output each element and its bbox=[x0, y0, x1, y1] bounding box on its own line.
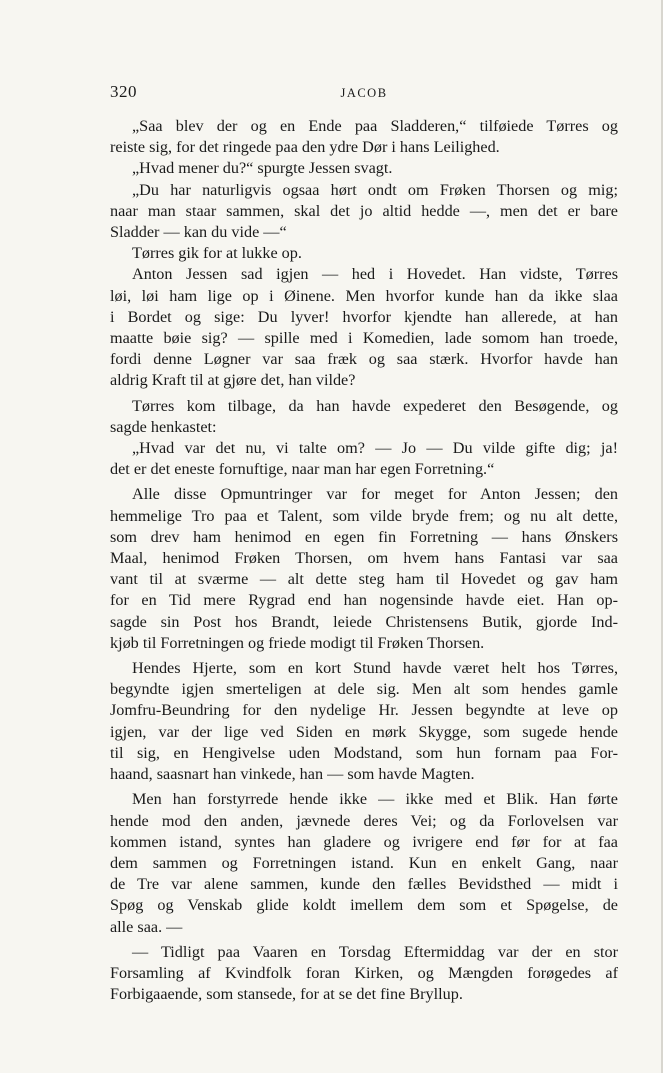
paragraph bbox=[110, 396, 618, 438]
text-line: maatte bøie sig? — spille med i Komedien, lade somom han troede, bbox=[110, 329, 618, 348]
paragraph bbox=[110, 484, 618, 654]
text-line: i Bordet og sige: Du lyver! hvorfor kjendte han allerede, at han bbox=[110, 307, 618, 326]
text-line: dem sammen og Forretningen istand. Kun en enkelt Gang, naar bbox=[110, 853, 618, 872]
text-line: Forsamling af Kvindfolk foran Kirken, og Mængden forøgedes af bbox=[110, 963, 618, 982]
text-line: Spøg og Venskab glide koldt imellem dem som et Spøgelse, de bbox=[110, 896, 618, 915]
text-line: Hendes Hjerte, som en kort Stund havde været helt hos Tørres, bbox=[132, 659, 618, 678]
text-line: fordi denne Løgner var saa fræk og saa stærk. Hvorfor havde han bbox=[110, 350, 618, 369]
text-line: Anton Jessen sad igjen — hed i Hovedet. Han vidste, Tørres bbox=[132, 265, 618, 284]
text-line: løi, løi ham lige op i Øinene. Men hvorfor kunde han da ikke slaa bbox=[110, 286, 618, 305]
paragraph bbox=[110, 942, 618, 1006]
paragraph bbox=[110, 116, 618, 158]
text-line: hemmelige Tro paa et Talent, som vilde bryde frem; og nu alt dette, bbox=[110, 506, 618, 525]
text-line: de Tre var alene sammen, kunde den fælles Bevidsthed — midt i bbox=[110, 875, 618, 894]
text-line: Forbigaaende, som stansede, for at se det fine Bryllup. bbox=[110, 985, 463, 1004]
text-line: alle saa. — bbox=[110, 917, 183, 936]
text-line: begyndte igjen smerteligen at dele sig. Men alt som hendes gamle bbox=[110, 680, 618, 699]
text-line: Alle disse Opmuntringer var for meget for Anton Jessen; den bbox=[132, 485, 618, 504]
page-header bbox=[110, 82, 618, 106]
running-title: JACOB bbox=[340, 86, 388, 100]
text-line: til sig, en Hengivelse uden Modstand, som hun fornam paa For- bbox=[110, 743, 618, 762]
text-line: sagde henkastet: bbox=[110, 417, 217, 436]
text-line: sagde sin Post hos Brandt, leiede Christensens Butik, gjorde Ind- bbox=[110, 612, 618, 631]
text-line: igjen, var der lige ved Siden en mørk Skygge, som sugede hende bbox=[110, 722, 618, 741]
text-line: for en Tid mere Rygrad end han nogensinde havde eiet. Han op- bbox=[110, 591, 618, 610]
text-line: kjøb til Forretningen og friede modigt til Frøken Thorsen. bbox=[110, 633, 485, 652]
text-line: „Saa blev der og en Ende paa Sladderen,“ tilføiede Tørres og bbox=[132, 117, 618, 135]
text-line: det er det eneste fornuftige, naar man har egen Forretning.“ bbox=[110, 460, 495, 479]
text-line: — Tidligt paa Vaaren en Torsdag Eftermiddag var der en stor bbox=[132, 942, 618, 961]
text-line: Maal, henimod Frøken Thorsen, om hvem hans Fantasi var saa bbox=[110, 549, 618, 568]
paragraph bbox=[110, 180, 618, 244]
paragraph bbox=[110, 438, 618, 480]
text-line: „Hvad var det nu, vi talte om? — Jo — Du vilde gifte dig; ja! bbox=[132, 439, 618, 458]
paragraph bbox=[110, 658, 618, 785]
text-line: Tørres kom tilbage, da han havde expederet den Besøgende, og bbox=[132, 396, 618, 415]
text-line: kommen istand, syntes han gladere og ivrigere end før for at faa bbox=[110, 832, 618, 851]
paragraph bbox=[110, 243, 618, 264]
text-line: vant til at sværme — alt dette steg ham til Hovedet og gav ham bbox=[110, 570, 618, 589]
text-line: Jomfru-Beundring for den nydelige Hr. Jessen begyndte at leve op bbox=[110, 701, 618, 720]
text-line: reiste sig, for det ringede paa den ydre Dør i hans Leilighed. bbox=[110, 138, 500, 157]
page-number: 320 bbox=[110, 82, 137, 101]
text-line: naar man staar sammen, skal det jo altid hedde —, men det er bare bbox=[110, 201, 618, 220]
paragraph bbox=[110, 789, 618, 937]
text-line: Men han forstyrrede hende ikke — ikke med et Blik. Han førte bbox=[132, 790, 618, 809]
text-line: hende mod den anden, jævnede deres Vei; og da Forlovelsen var bbox=[110, 811, 618, 830]
text-line: Tørres gik for at lukke op. bbox=[132, 244, 302, 263]
text-line: haand, saasnart han vinkede, han — som havde Magten. bbox=[110, 765, 475, 784]
text-line: Sladder — kan du vide —“ bbox=[110, 223, 287, 242]
text-line: „Hvad mener du?“ spurgte Jessen svagt. bbox=[132, 159, 393, 178]
paragraph bbox=[110, 158, 618, 179]
text-line: aldrig Kraft til at gjøre det, han vilde? bbox=[110, 371, 356, 390]
paragraph bbox=[110, 264, 618, 391]
text-line: „Du har naturligvis ogsaa hørt ondt om Frøken Thorsen og mig; bbox=[132, 180, 618, 199]
text-line: som drev ham henimod en egen fin Forretning — hans Ønskers bbox=[110, 527, 618, 546]
body-text bbox=[110, 116, 618, 1005]
